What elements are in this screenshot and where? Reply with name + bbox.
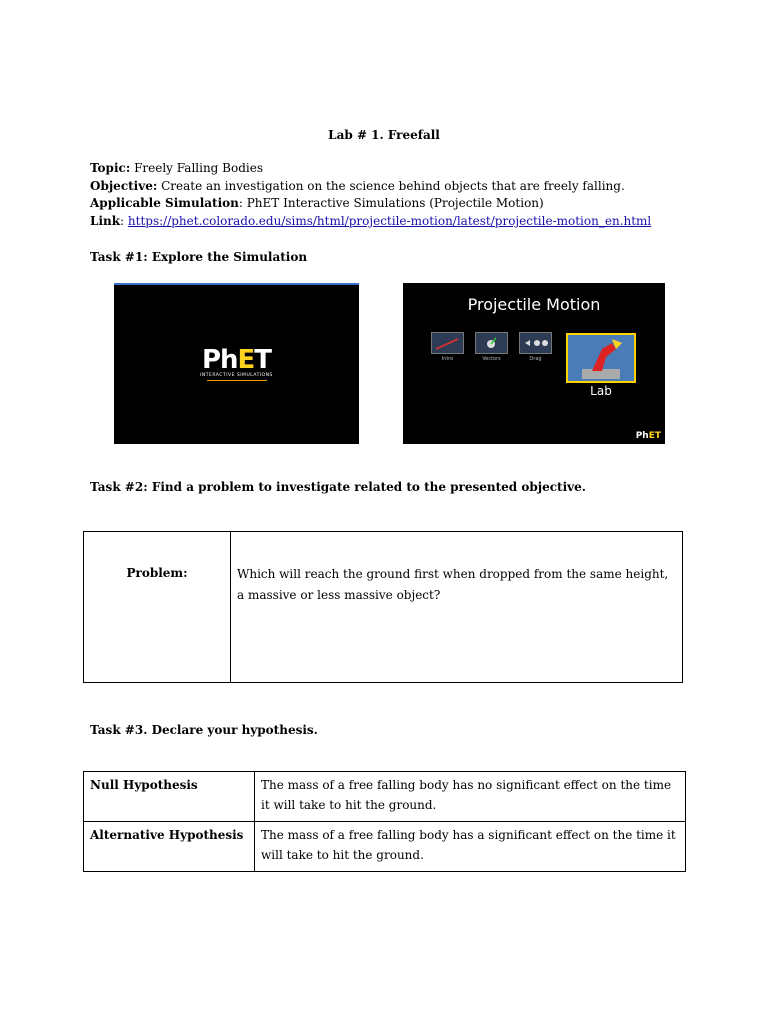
cannon-icon: [568, 335, 634, 381]
sim-title: Projectile Motion: [467, 295, 601, 314]
intro-thumbnail: [431, 332, 464, 354]
phet-splash-image: [114, 283, 359, 444]
table-row: [84, 772, 686, 822]
topic-label: Topic:: [90, 161, 131, 175]
table-row: [84, 822, 686, 872]
objective-line: [90, 178, 625, 196]
logo-ph: Ph: [201, 345, 238, 375]
topic-value: Freely Falling Bodies: [134, 161, 264, 175]
lab-label: Lab: [590, 384, 612, 398]
problem-text: Which will reach the ground first when dropped from the same height, a massive or less massive object?: [231, 532, 683, 683]
drag-label: Drag: [529, 356, 542, 362]
alternative-hypothesis-text: The mass of a free falling body has a significant effect on the time it will take to hit the ground.: [255, 822, 686, 872]
vectors-label: Vectors: [482, 356, 501, 362]
topic-line: [90, 160, 263, 178]
lab-thumbnail: [566, 333, 636, 383]
page-title: Lab # 1. Freefall: [328, 128, 440, 142]
logo-subtitle: INTERACTIVE SIMULATIONS: [200, 373, 273, 378]
problem-label: Problem:: [84, 532, 231, 683]
task3-heading: Task #3. Declare your hypothesis.: [90, 723, 318, 737]
vectors-thumbnail: [475, 332, 508, 354]
objective-value: Create an investigation on the science behind objects that are freely falling.: [161, 178, 625, 193]
projectile-motion-image: [403, 283, 665, 444]
problem-table: [83, 531, 683, 683]
brand-et: ET: [648, 431, 661, 441]
simulation-label: Applicable Simulation: [90, 196, 239, 210]
brand-ph: Ph: [635, 431, 649, 441]
link-separator: :: [120, 213, 128, 228]
logo-underline: [207, 380, 267, 381]
null-hypothesis-label: Null Hypothesis: [84, 772, 255, 822]
link-line: [90, 213, 651, 231]
simulation-link[interactable]: https://phet.colorado.edu/sims/html/projectile-motion/latest/projectile-motion_en.html: [127, 213, 652, 228]
simulation-value: : PhET Interactive Simulations (Projectile Motion): [238, 196, 544, 210]
drag-thumbnail: [519, 332, 552, 354]
task1-heading: Task #1: Explore the Simulation: [90, 250, 308, 264]
hypothesis-table: [83, 771, 686, 872]
table-row: [84, 532, 683, 683]
intro-label: Intro: [441, 356, 454, 362]
task2-heading: Task #2: Find a problem to investigate related to the presented objective.: [90, 480, 586, 494]
logo-e: E: [237, 345, 255, 375]
link-label: Link: [90, 213, 121, 228]
phet-logo: [114, 345, 359, 381]
objective-label: Objective:: [90, 178, 158, 193]
simulation-line: [90, 195, 544, 213]
phet-brand: [636, 431, 661, 441]
logo-t: T: [254, 345, 272, 375]
null-hypothesis-text: The mass of a free falling body has no significant effect on the time it will take to hit the ground.: [255, 772, 686, 822]
alternative-hypothesis-label: Alternative Hypothesis: [84, 822, 255, 872]
